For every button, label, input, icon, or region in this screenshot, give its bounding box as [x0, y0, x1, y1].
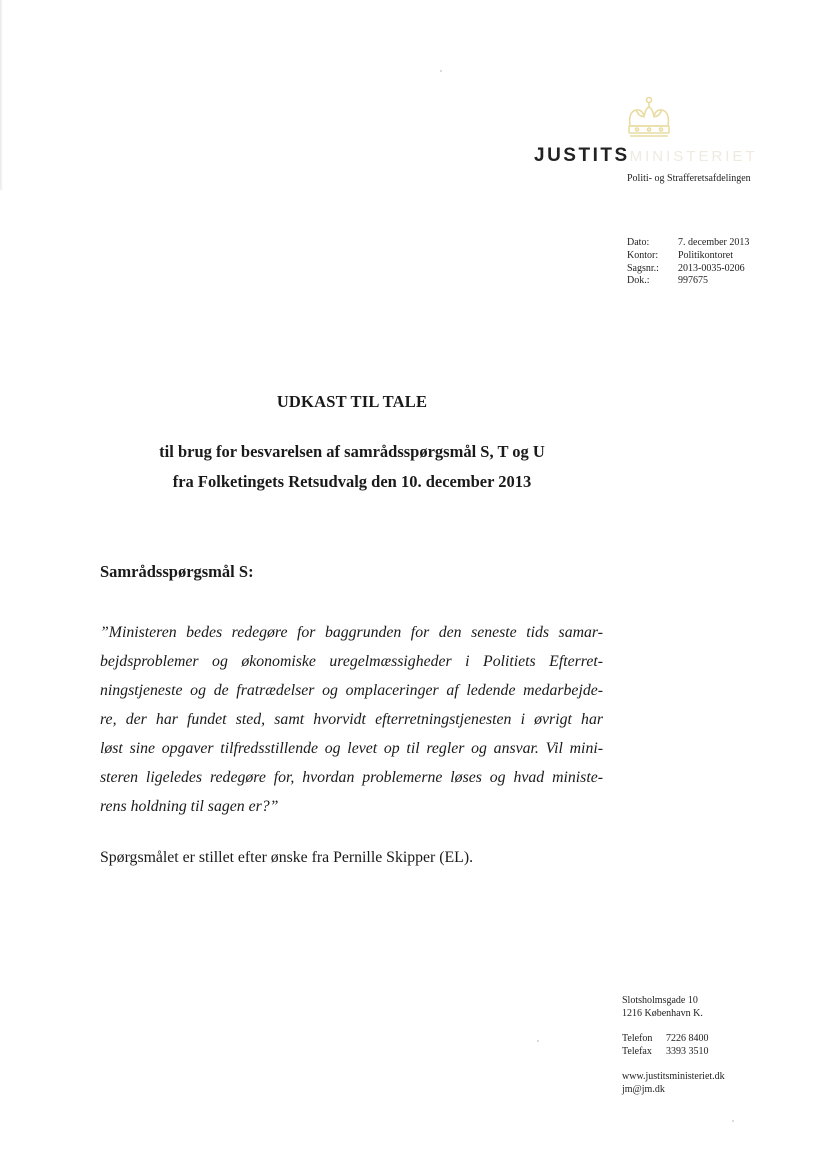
- phone-label: Telefon: [622, 1033, 653, 1045]
- address-city: 1216 København K.: [622, 1007, 703, 1019]
- address-postal: [622, 995, 725, 1020]
- scan-speck: [537, 1040, 539, 1042]
- question-quote: [100, 618, 603, 821]
- logo-ministeriet: MINISTERIET: [629, 148, 758, 165]
- phone-row: [622, 1033, 725, 1046]
- document-subtitle-line: til brug for besvarelsen af samrådsspørgsmål S, T og U: [159, 442, 545, 461]
- section-heading: Samrådsspørgsmål S:: [100, 562, 254, 581]
- scan-speck: [732, 1120, 734, 1122]
- address-online: [622, 1071, 725, 1096]
- phone-number: 7226 8400: [666, 1033, 709, 1045]
- meta-value: 997675: [678, 275, 708, 287]
- question-line: ningstjeneste og de fratrædelser og omplaceringer af ledende medarbejde-: [100, 682, 603, 699]
- meta-row-date: [627, 237, 749, 250]
- question-line: steren ligeledes redegøre for, hvordan problemerne løses og hvad ministe-: [100, 769, 603, 786]
- meta-label: Dok.:: [627, 275, 650, 287]
- meta-value: Politikontoret: [678, 249, 733, 261]
- address-street: Slotsholmsgade 10: [622, 995, 698, 1006]
- logo-justits: JUSTITS: [534, 145, 630, 166]
- ministry-address: [622, 995, 725, 1110]
- scan-speck: [440, 70, 442, 72]
- meta-row-document: [627, 275, 749, 288]
- question-note: Spørgsmålet er stillet efter ønske fra Pernille Skipper (EL).: [100, 849, 474, 866]
- meta-row-case-number: [627, 263, 749, 276]
- fax-number: 3393 3510: [666, 1045, 709, 1057]
- meta-label: Sagsnr.:: [627, 262, 659, 274]
- website-link[interactable]: www.justitsministeriet.dk: [622, 1071, 725, 1083]
- fax-row: [622, 1046, 725, 1059]
- question-line: ”Ministeren bedes redegøre for baggrunden for den seneste tids samar-: [100, 624, 603, 641]
- email-link[interactable]: jm@jm.dk: [622, 1083, 665, 1095]
- document-title: UDKAST TIL TALE: [276, 392, 428, 411]
- document-meta: [627, 237, 749, 288]
- fax-label: Telefax: [622, 1045, 652, 1057]
- question-line: bejdsproblemer og økonomiske uregelmæssigheder i Politiets Efterret-: [100, 653, 603, 670]
- meta-value: 2013-0035-0206: [678, 262, 745, 274]
- meta-row-office: [627, 250, 749, 263]
- document-subtitle-line: fra Folketingets Retsudvalg den 10. december 2013: [172, 472, 532, 491]
- question-line: løst sine opgaver tilfredsstillende og levet op til regler og ansvar. Vil mini-: [100, 740, 603, 757]
- question-line: rens holdning til sagen er?”: [100, 798, 279, 815]
- ministry-logo-wordmark: [534, 145, 758, 167]
- question-line: re, der har fundet sted, samt hvorvidt efterretningstjenesten i øvrigt har: [100, 711, 603, 728]
- department-name: Politi- og Strafferetsafdelingen: [627, 173, 751, 184]
- meta-label: Kontor:: [627, 249, 659, 261]
- scan-edge: [0, 0, 3, 190]
- meta-value: 7. december 2013: [678, 237, 750, 248]
- crown-logo-icon: [622, 96, 676, 140]
- meta-label: Dato:: [627, 237, 650, 248]
- address-contact: [622, 1033, 725, 1058]
